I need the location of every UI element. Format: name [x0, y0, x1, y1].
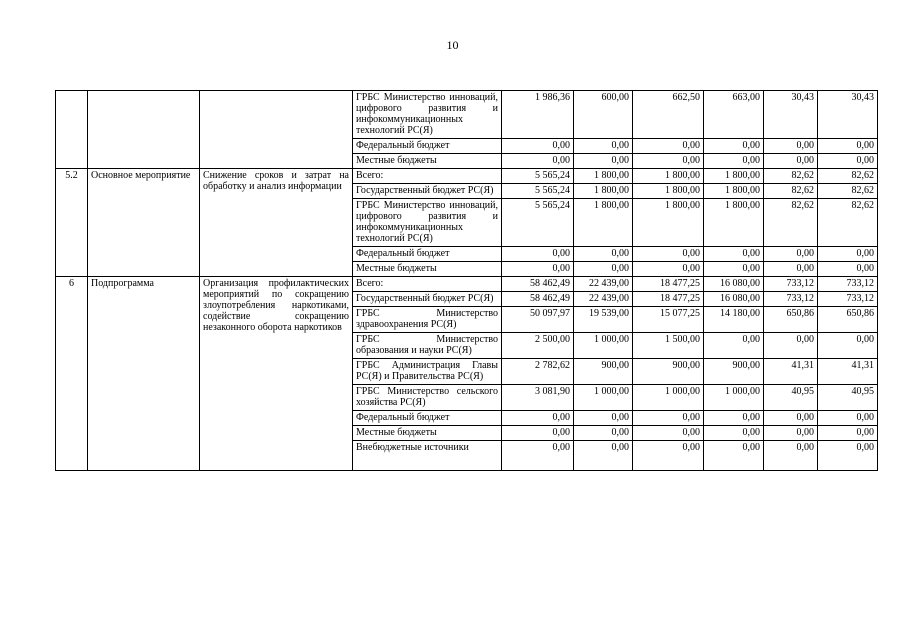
amount-cell: 0,00: [502, 139, 574, 154]
amount-cell: 0,00: [633, 154, 704, 169]
amount-cell: 3 081,90: [502, 385, 574, 411]
amount-cell: 19 539,00: [574, 307, 633, 333]
amount-cell: 0,00: [502, 154, 574, 169]
amount-cell: 900,00: [704, 359, 764, 385]
amount-cell: 5 565,24: [502, 184, 574, 199]
amount-cell: 1 000,00: [633, 385, 704, 411]
amount-cell: 82,62: [818, 169, 878, 184]
amount-cell: 22 439,00: [574, 277, 633, 292]
amount-cell: 0,00: [574, 426, 633, 441]
amount-cell: 0,00: [764, 426, 818, 441]
page-number: 10: [446, 38, 459, 52]
amount-cell: 1 800,00: [704, 169, 764, 184]
amount-cell: 14 180,00: [704, 307, 764, 333]
funding-source: ГРБС Министерство инноваций, цифрового развития и инфокоммуникационных технологий РС(Я): [353, 199, 502, 247]
budget-table-body: [56, 91, 878, 471]
amount-cell: 0,00: [704, 333, 764, 359]
table-row: [56, 277, 878, 292]
amount-cell: 0,00: [818, 262, 878, 277]
amount-cell: 1 000,00: [574, 333, 633, 359]
funding-source: Всего:: [353, 169, 502, 184]
amount-cell: 0,00: [764, 411, 818, 426]
amount-cell: 663,00: [704, 91, 764, 139]
amount-cell: 0,00: [704, 411, 764, 426]
amount-cell: 1 800,00: [574, 169, 633, 184]
item-type: Подпрограмма: [88, 277, 200, 471]
amount-cell: 0,00: [574, 247, 633, 262]
amount-cell: 0,00: [633, 139, 704, 154]
amount-cell: 82,62: [764, 169, 818, 184]
item-index: 5.2: [56, 169, 88, 277]
funding-source: ГРБС Министерство инноваций, цифрового развития и инфокоммуникационных технологий РС(Я): [353, 91, 502, 139]
amount-cell: 0,00: [502, 411, 574, 426]
amount-cell: 16 080,00: [704, 277, 764, 292]
amount-cell: 16 080,00: [704, 292, 764, 307]
amount-cell: 0,00: [818, 333, 878, 359]
item-type: Основное мероприятие: [88, 169, 200, 277]
amount-cell: 5 565,24: [502, 199, 574, 247]
amount-cell: 22 439,00: [574, 292, 633, 307]
amount-cell: 0,00: [502, 426, 574, 441]
amount-cell: 650,86: [818, 307, 878, 333]
amount-cell: 15 077,25: [633, 307, 704, 333]
funding-source: Всего:: [353, 277, 502, 292]
amount-cell: 0,00: [704, 154, 764, 169]
amount-cell: 0,00: [633, 426, 704, 441]
amount-cell: 0,00: [633, 247, 704, 262]
amount-cell: 82,62: [818, 184, 878, 199]
amount-cell: 733,12: [818, 277, 878, 292]
amount-cell: 1 500,00: [633, 333, 704, 359]
amount-cell: 18 477,25: [633, 292, 704, 307]
table-row: [56, 91, 878, 139]
funding-source: Федеральный бюджет: [353, 139, 502, 154]
item-type: [88, 91, 200, 169]
amount-cell: 40,95: [818, 385, 878, 411]
amount-cell: 82,62: [764, 199, 818, 247]
funding-source: ГРБС Администрация Главы РС(Я) и Правительства РС(Я): [353, 359, 502, 385]
amount-cell: 1 000,00: [574, 385, 633, 411]
amount-cell: 1 800,00: [704, 184, 764, 199]
amount-cell: 0,00: [574, 262, 633, 277]
amount-cell: 50 097,97: [502, 307, 574, 333]
amount-cell: 0,00: [704, 426, 764, 441]
amount-cell: 733,12: [818, 292, 878, 307]
funding-source: Государственный бюджет РС(Я): [353, 184, 502, 199]
amount-cell: 733,12: [764, 292, 818, 307]
amount-cell: 1 986,36: [502, 91, 574, 139]
funding-source: Местные бюджеты: [353, 262, 502, 277]
amount-cell: 1 800,00: [704, 199, 764, 247]
amount-cell: 30,43: [764, 91, 818, 139]
amount-cell: 0,00: [633, 262, 704, 277]
amount-cell: 58 462,49: [502, 292, 574, 307]
amount-cell: 0,00: [764, 247, 818, 262]
amount-cell: 1 800,00: [633, 169, 704, 184]
funding-source: ГРБС Министерство здравоохранения РС(Я): [353, 307, 502, 333]
amount-cell: 0,00: [764, 441, 818, 471]
funding-source: Местные бюджеты: [353, 154, 502, 169]
amount-cell: 5 565,24: [502, 169, 574, 184]
item-title: Снижение сроков и затрат на обработку и анализ информации: [200, 169, 353, 277]
amount-cell: 0,00: [574, 441, 633, 471]
amount-cell: 1 800,00: [633, 184, 704, 199]
amount-cell: 0,00: [764, 154, 818, 169]
amount-cell: 1 800,00: [574, 184, 633, 199]
funding-source: Внебюджетные источники: [353, 441, 502, 471]
amount-cell: 0,00: [818, 154, 878, 169]
amount-cell: 1 800,00: [574, 199, 633, 247]
amount-cell: 900,00: [633, 359, 704, 385]
amount-cell: 650,86: [764, 307, 818, 333]
funding-source: ГРБС Министерство сельского хозяйства РС(Я): [353, 385, 502, 411]
amount-cell: 2 782,62: [502, 359, 574, 385]
item-title: Организация профилактических мероприятий по сокращению злоупотребления наркотиками, содействие сокращению незаконного оборота наркотиков: [200, 277, 353, 471]
amount-cell: 0,00: [704, 441, 764, 471]
amount-cell: 0,00: [818, 426, 878, 441]
amount-cell: 2 500,00: [502, 333, 574, 359]
amount-cell: 41,31: [764, 359, 818, 385]
amount-cell: 41,31: [818, 359, 878, 385]
amount-cell: 662,50: [633, 91, 704, 139]
amount-cell: 0,00: [764, 262, 818, 277]
amount-cell: 82,62: [764, 184, 818, 199]
amount-cell: 0,00: [704, 262, 764, 277]
amount-cell: 0,00: [502, 441, 574, 471]
amount-cell: 0,00: [574, 154, 633, 169]
budget-table: [55, 90, 878, 471]
amount-cell: 0,00: [818, 247, 878, 262]
amount-cell: 0,00: [502, 262, 574, 277]
amount-cell: 0,00: [764, 139, 818, 154]
amount-cell: 0,00: [704, 139, 764, 154]
amount-cell: 0,00: [818, 441, 878, 471]
item-title: [200, 91, 353, 169]
amount-cell: 733,12: [764, 277, 818, 292]
funding-source: Местные бюджеты: [353, 426, 502, 441]
funding-source: ГРБС Министерство образования и науки РС(Я): [353, 333, 502, 359]
amount-cell: 0,00: [633, 411, 704, 426]
amount-cell: 0,00: [574, 139, 633, 154]
amount-cell: 18 477,25: [633, 277, 704, 292]
amount-cell: 0,00: [502, 247, 574, 262]
amount-cell: 1 000,00: [704, 385, 764, 411]
amount-cell: 900,00: [574, 359, 633, 385]
amount-cell: 0,00: [633, 441, 704, 471]
amount-cell: 40,95: [764, 385, 818, 411]
item-index: 6: [56, 277, 88, 471]
amount-cell: 1 800,00: [633, 199, 704, 247]
amount-cell: 82,62: [818, 199, 878, 247]
amount-cell: 0,00: [818, 411, 878, 426]
amount-cell: 600,00: [574, 91, 633, 139]
funding-source: Государственный бюджет РС(Я): [353, 292, 502, 307]
amount-cell: 0,00: [574, 411, 633, 426]
amount-cell: 0,00: [818, 139, 878, 154]
funding-source: Федеральный бюджет: [353, 247, 502, 262]
amount-cell: 0,00: [764, 333, 818, 359]
funding-source: Федеральный бюджет: [353, 411, 502, 426]
amount-cell: 30,43: [818, 91, 878, 139]
amount-cell: 0,00: [704, 247, 764, 262]
item-index: [56, 91, 88, 169]
amount-cell: 58 462,49: [502, 277, 574, 292]
table-row: [56, 169, 878, 184]
